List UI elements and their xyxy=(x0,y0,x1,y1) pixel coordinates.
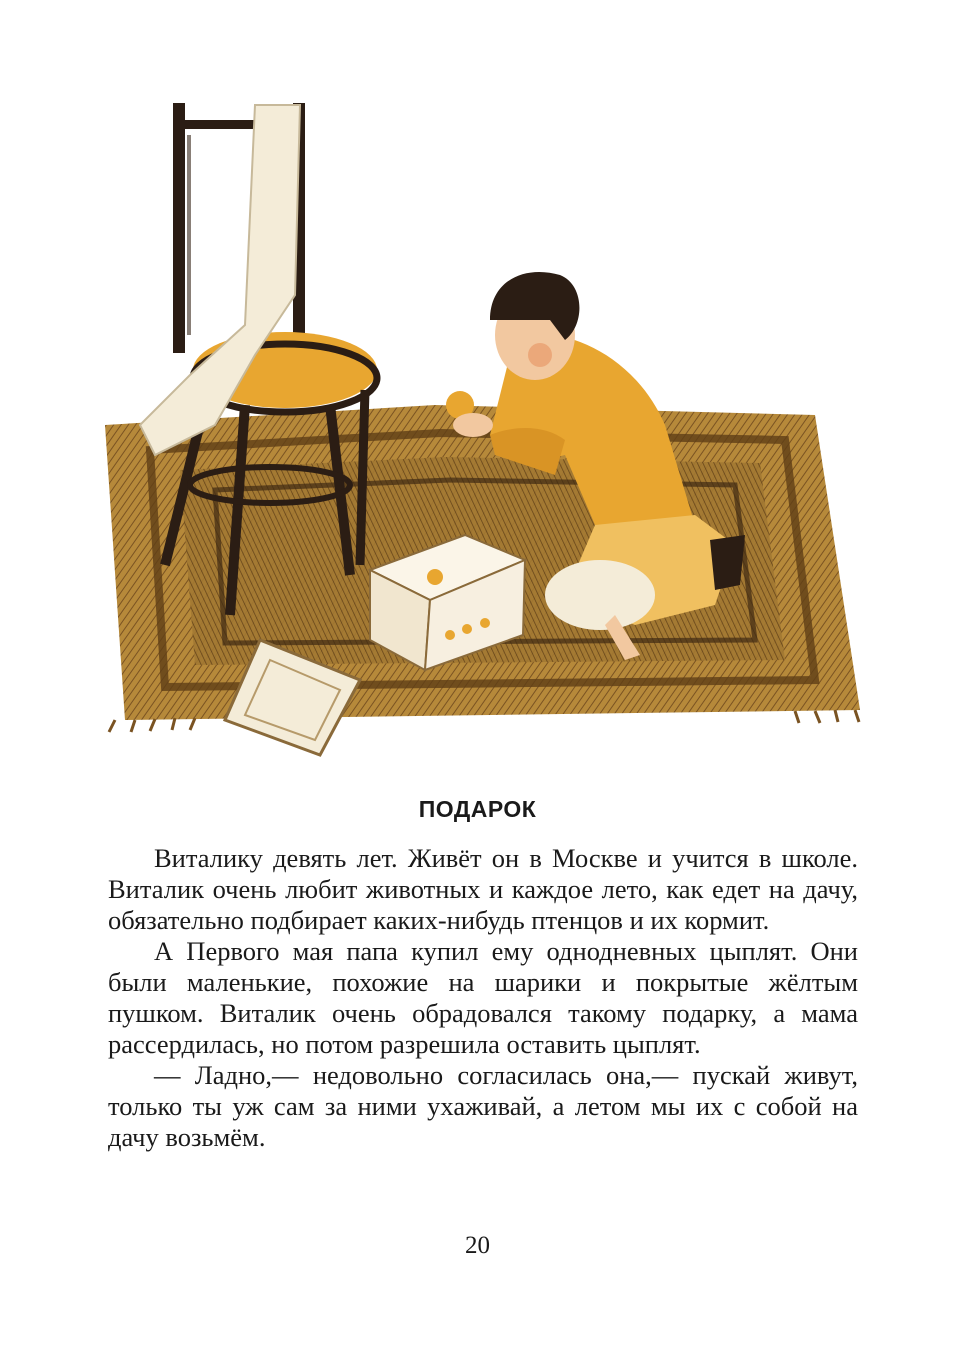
paragraph: А Первого мая папа купил ему однодневных цыплят. Они были маленькие, похожие на шарики и покрытые жёлтым пушком. Виталик очень обрадовался такому подарку, а мама рассердилась, но потом разрешила оставить цыплят. xyxy=(108,936,858,1059)
story-text xyxy=(108,843,858,1153)
paragraph: — Ладно,— недовольно согласилась она,— пускай живут, только ты уж сам за ними ухаживай, а летом мы их с собой на дачу возьмём. xyxy=(108,1060,858,1152)
illustration-boy-with-chicks xyxy=(95,95,865,775)
story-title: ПОДАРОК xyxy=(418,796,537,822)
page-number: 20 xyxy=(465,1232,490,1259)
paragraph: Виталику девять лет. Живёт он в Москве и учится в школе. Виталик очень любит животных и каждое лето, как едет на дачу, обязательно подбирает каких-нибудь птенцов и их кормит. xyxy=(108,843,858,935)
